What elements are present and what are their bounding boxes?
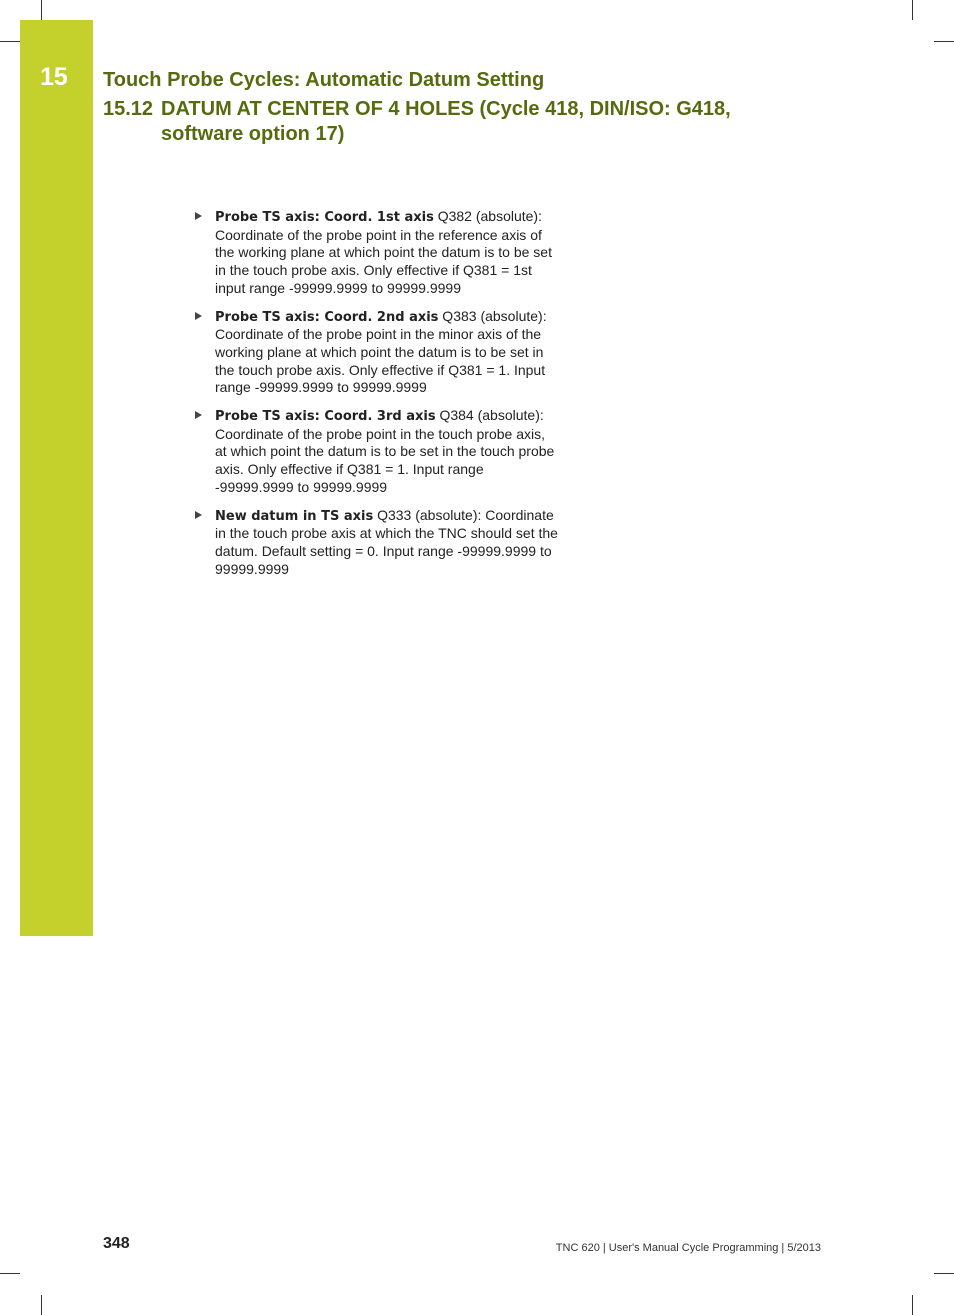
list-item	[195, 407, 560, 497]
crop-mark	[934, 1273, 954, 1274]
crop-mark	[934, 41, 954, 42]
crop-mark	[912, 0, 913, 20]
triangle-bullet-icon	[195, 212, 202, 220]
parameter-description: Q384 (absolute): Coordinate of the probe point in the touch probe axis, at which point the datum is to be set in the touch probe axis. Only effective if Q381 = 1. Input range -99999.9999 to 99999.9999	[215, 407, 555, 495]
chapter-sidebar	[20, 20, 93, 936]
section-number: 15.12	[103, 98, 154, 120]
parameter-name: Probe TS axis: Coord. 2nd axis	[215, 309, 439, 325]
list-item	[195, 308, 560, 398]
parameter-description: Q383 (absolute): Coordinate of the probe point in the minor axis of the working plane at which point the datum is to be set in the touch probe axis. Only effective if Q381 = 1. Input range -99999.9999 to 99999.9999	[215, 307, 547, 396]
triangle-bullet-icon	[195, 312, 202, 320]
parameter-name: Probe TS axis: Coord. 1st axis	[215, 210, 434, 225]
triangle-bullet-icon	[195, 411, 202, 419]
parameter-name: Probe TS axis: Coord. 3rd axis	[215, 409, 436, 425]
crop-mark	[912, 1295, 913, 1315]
section-title-line1: DATUM AT CENTER OF 4 HOLES (Cycle 418, DIN/ISO: G418,	[161, 98, 731, 120]
parameter-name: New datum in TS axis	[215, 508, 374, 524]
page-number: 348	[103, 1235, 130, 1252]
section-title-line2: software option 17)	[161, 123, 345, 145]
list-item	[195, 208, 560, 298]
chapter-number: 15	[40, 63, 68, 91]
chapter-title: Touch Probe Cycles: Automatic Datum Setting	[103, 69, 545, 91]
crop-mark	[0, 1273, 20, 1274]
triangle-bullet-icon	[195, 511, 202, 519]
list-item	[195, 507, 560, 579]
parameter-description: Q333 (absolute): Coordinate in the touch probe axis at which the TNC should set the datum. Default setting = 0. Input range -99999.9999 to 99999.9999	[215, 506, 558, 577]
crop-mark	[0, 41, 20, 42]
crop-mark	[41, 1295, 42, 1315]
section-title	[103, 97, 783, 147]
parameter-list	[195, 208, 560, 588]
crop-mark	[41, 0, 42, 20]
parameter-description: Q382 (absolute): Coordinate of the probe point in the reference axis of the working plane at which point the datum is to be set in the touch probe axis. Only effective if Q381 = 1st input range -99999.9999 to 99999.9999	[215, 208, 552, 296]
footer-text: TNC 620 | User's Manual Cycle Programming | 5/2013	[555, 1242, 821, 1254]
